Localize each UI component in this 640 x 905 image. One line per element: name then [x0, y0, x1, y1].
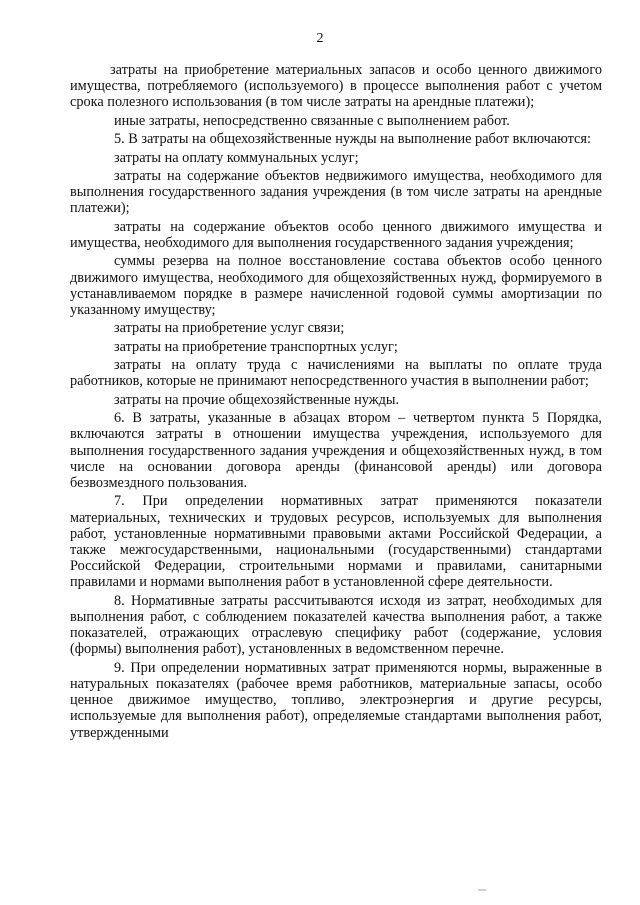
paragraph: затраты на оплату труда с начислениями на выплаты по оплате труда работников, которые не принимают непосредственного участия в выполнении работ; — [70, 357, 602, 390]
scan-artifact — [478, 889, 486, 891]
paragraph: 5. В затраты на общехозяйственные нужды на выполнение работ включаются: — [114, 131, 591, 148]
page-number: 2 — [316, 31, 324, 46]
paragraph: 9. При определении нормативных затрат применяются нормы, выраженные в натуральных показателях (рабочее время работников, материальные запасы, особо ценное движимое имущество, топливо, электроэнергия и другие ресурсы, используемые для выполнения работ), определяемые стандартами выполнения работ, утвержденными — [70, 659, 602, 741]
paragraph: затраты на приобретение транспортных услуг; — [114, 338, 398, 355]
paragraph: затраты на прочие общехозяйственные нужды. — [114, 391, 400, 408]
paragraph: 7. При определении нормативных затрат применяются показатели материальных, технических и трудовых ресурсов, используемых для выполнения работ, установленные нормативными правовыми актами Российской Федерации, а также межгосударственными, национальными (государственными) стандартами Российской Федерации, строительными нормами и правилами, санитарными правилами и нормами выполнения работ в установленной сфере деятельности. — [70, 493, 602, 591]
document-body — [70, 62, 602, 743]
paragraph: затраты на приобретение материальных запасов и особо ценного движимого имущества, потребляемого (используемого) в процессе выполнения работ с учетом срока полезного использования (в том числе затраты на арендные платежи); — [70, 62, 602, 111]
paragraph: затраты на содержание объектов недвижимого имущества, необходимого для выполнения государственного задания учреждения (в том числе затраты на арендные платежи); — [70, 167, 602, 217]
paragraph: 8. Нормативные затраты рассчитываются исходя из затрат, необходимых для выполнения работ, с соблюдением показателей качества выполнения работ, а также показателей, отражающих отраслевую специфику работ (содержание, условия (формы) выполнения работ), установленных в ведомственном перечне. — [70, 592, 602, 658]
paragraph: иные затраты, непосредственно связанные с выполнением работ. — [114, 112, 510, 129]
paragraph: 6. В затраты, указанные в абзацах втором – четвертом пункта 5 Порядка, включаются затраты в отношении имущества учреждения, используемого для выполнения государственного задания учреждения и общехозяйственных нужд, в том числе на основании договора аренды (финансовой аренды) или договора безвозмездного пользования. — [70, 410, 602, 491]
paragraph: затраты на приобретение услуг связи; — [114, 320, 345, 337]
paragraph: суммы резерва на полное восстановление состава объектов особо ценного движимого имущества, необходимого для общехозяйственных нужд, формируемого в устанавливаемом порядке в размере начисленной годовой суммы амортизации по указанному имуществу; — [70, 253, 602, 318]
paragraph: затраты на оплату коммунальных услуг; — [114, 149, 359, 166]
paragraph: затраты на содержание объектов особо ценного движимого имущества и имущества, необходимого для выполнения государственного задания учреждения; — [70, 218, 602, 251]
